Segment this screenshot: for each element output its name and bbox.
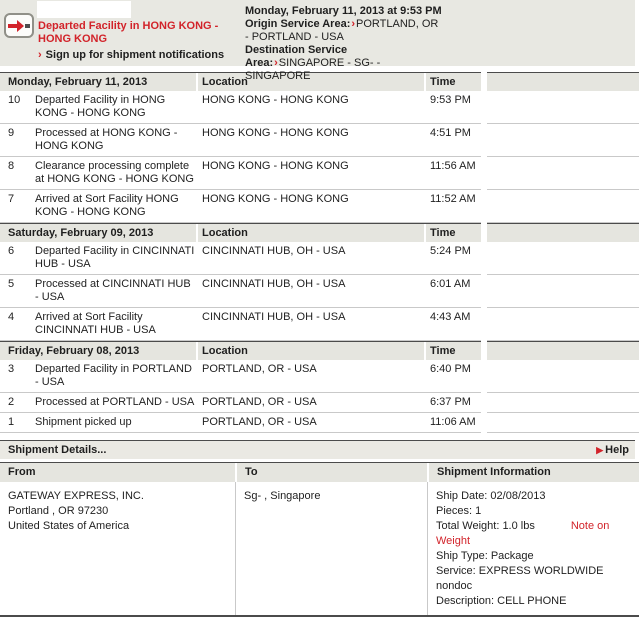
origin-value: PORTLAND, OR - PORTLAND - USA (245, 18, 439, 43)
event-number: 7 (8, 193, 15, 205)
event-time: 4:43 AM (430, 311, 471, 323)
date-header: Saturday, February 09, 2013 (8, 227, 154, 239)
event-time: 6:40 PM (430, 363, 471, 375)
service-area-summary (245, 5, 443, 83)
date-header: Friday, February 08, 2013 (8, 345, 140, 357)
event-number: 6 (8, 245, 15, 257)
event-description: Processed at PORTLAND - USA (35, 396, 195, 408)
event-location: PORTLAND, OR - USA (202, 416, 317, 428)
event-number: 9 (8, 127, 15, 139)
event-time: 11:06 AM (430, 416, 476, 428)
event-number: 8 (8, 160, 15, 172)
event-row-right-spacer (487, 360, 639, 393)
event-row (0, 308, 639, 341)
address-line: Portland , OR 97230 (8, 505, 109, 517)
event-time: 11:56 AM (430, 160, 476, 172)
to-address (235, 482, 427, 615)
event-description: Departed Facility in PORTLAND - USA (35, 363, 192, 388)
ship-type: Ship Type: Package (436, 550, 534, 562)
section-rows (0, 360, 639, 433)
event-number: 5 (8, 278, 15, 290)
event-time: 5:24 PM (430, 245, 471, 257)
event-row-right-spacer (487, 393, 639, 413)
location-column-header: Location (196, 73, 424, 91)
section-rows (0, 91, 639, 223)
address-line: Sg- , Singapore (244, 490, 321, 502)
event-row (0, 275, 639, 308)
total-weight: Total Weight: 1.0 lbs (436, 520, 535, 532)
to-column-header: To (235, 463, 427, 482)
details-table-body (0, 482, 639, 617)
event-location: PORTLAND, OR - USA (202, 396, 317, 408)
event-location: CINCINNATI HUB, OH - USA (202, 245, 346, 257)
total-weight-line (436, 519, 635, 549)
shipment-details-band (0, 440, 635, 459)
date-section (0, 341, 639, 433)
ship-date: Ship Date: 02/08/2013 (436, 490, 546, 502)
event-location: PORTLAND, OR - USA (202, 363, 317, 375)
time-column-header: Time (424, 73, 479, 91)
departed-arrow-icon (4, 13, 34, 38)
origin-service-area (245, 18, 443, 44)
event-row-right-spacer (487, 413, 639, 433)
event-row (0, 393, 639, 413)
time-column-header: Time (424, 224, 479, 242)
event-description: Departed Facility in CINCINNATI HUB - USA (35, 245, 195, 270)
event-description: Processed at CINCINNATI HUB - USA (35, 278, 191, 303)
event-description: Processed at HONG KONG - HONG KONG (35, 127, 178, 152)
event-row-right-spacer (487, 91, 639, 124)
shipment-information (427, 482, 639, 615)
destination-label: Destination Service Area: (245, 44, 348, 69)
event-number: 1 (8, 416, 15, 428)
event-location: HONG KONG - HONG KONG (202, 193, 349, 205)
event-location: HONG KONG - HONG KONG (202, 127, 349, 139)
details-table-header (0, 462, 639, 482)
address-line: GATEWAY EXPRESS, INC. (8, 490, 144, 502)
event-time: 4:51 PM (430, 127, 471, 139)
event-location: HONG KONG - HONG KONG (202, 160, 349, 172)
event-number: 2 (8, 396, 15, 408)
description: Description: CELL PHONE (436, 595, 567, 607)
help-arrow-icon: ▶ (596, 445, 604, 455)
date-section (0, 223, 639, 341)
event-row-right-spacer (487, 124, 639, 157)
note-on-weight-link[interactable]: Note on Weight (436, 520, 610, 547)
event-time: 6:37 PM (430, 396, 471, 408)
event-time: 9:53 PM (430, 94, 471, 106)
event-row (0, 157, 639, 190)
event-description: Departed Facility in HONG KONG - HONG KONG (35, 94, 166, 119)
event-description: Shipment picked up (35, 416, 132, 428)
pieces: Pieces: 1 (436, 505, 482, 517)
event-row (0, 91, 639, 124)
origin-label: Origin Service Area: (245, 18, 351, 30)
event-row-right-spacer (487, 242, 639, 275)
event-row (0, 190, 639, 223)
event-row-right-spacer (487, 190, 639, 223)
service: Service: EXPRESS WORLDWIDE nondoc (436, 565, 604, 592)
event-time: 11:52 AM (430, 193, 476, 205)
event-row (0, 124, 639, 157)
help-link[interactable] (596, 444, 629, 456)
event-description: Arrived at Sort Facility HONG KONG - HONG KONG (35, 193, 179, 218)
event-location: CINCINNATI HUB, OH - USA (202, 311, 346, 323)
event-time: 6:01 AM (430, 278, 471, 290)
help-label: Help (605, 444, 629, 456)
event-description: Clearance processing complete at HONG KONG - HONG KONG (35, 160, 194, 185)
event-number: 4 (8, 311, 15, 323)
event-row (0, 413, 639, 433)
time-column-header: Time (424, 342, 479, 360)
section-header-right-spacer (487, 223, 639, 242)
signup-notifications-link[interactable] (38, 49, 224, 61)
event-number: 3 (8, 363, 15, 375)
shipment-status-text: Departed Facility in HONG KONG - HONG KONG (38, 20, 219, 45)
location-column-header: Location (196, 342, 424, 360)
section-header-row (0, 341, 639, 360)
shipment-details-title: Shipment Details... (8, 444, 107, 456)
event-description: Arrived at Sort Facility CINCINNATI HUB - USA (35, 311, 156, 336)
red-arrow-marker: › (38, 49, 42, 61)
date-section (0, 72, 639, 223)
event-row-right-spacer (487, 308, 639, 341)
event-location: HONG KONG - HONG KONG (202, 94, 349, 106)
tracking-events-table (0, 72, 639, 433)
destination-service-area (245, 44, 443, 83)
event-row-right-spacer (487, 275, 639, 308)
redacted-tracking-number (37, 1, 131, 18)
destination-value: SINGAPORE - SG- - SINGAPORE (245, 57, 381, 82)
location-column-header: Location (196, 224, 424, 242)
section-rows (0, 242, 639, 341)
event-location: CINCINNATI HUB, OH - USA (202, 278, 346, 290)
from-address (0, 482, 235, 615)
signup-label: Sign up for shipment notifications (45, 49, 225, 61)
event-row (0, 242, 639, 275)
address-line: United States of America (8, 520, 130, 532)
red-arrow-marker: › (351, 18, 356, 30)
section-header-row (0, 223, 639, 242)
from-column-header: From (8, 466, 36, 478)
shipment-information-column-header: Shipment Information (427, 463, 639, 482)
section-header-right-spacer (487, 72, 639, 91)
event-row-right-spacer (487, 157, 639, 190)
event-row (0, 360, 639, 393)
status-datetime: Monday, February 11, 2013 at 9:53 PM (245, 5, 442, 17)
red-arrow-marker: › (274, 57, 278, 69)
event-number: 10 (8, 94, 21, 106)
section-header-right-spacer (487, 341, 639, 360)
date-header: Monday, February 11, 2013 (8, 76, 148, 88)
